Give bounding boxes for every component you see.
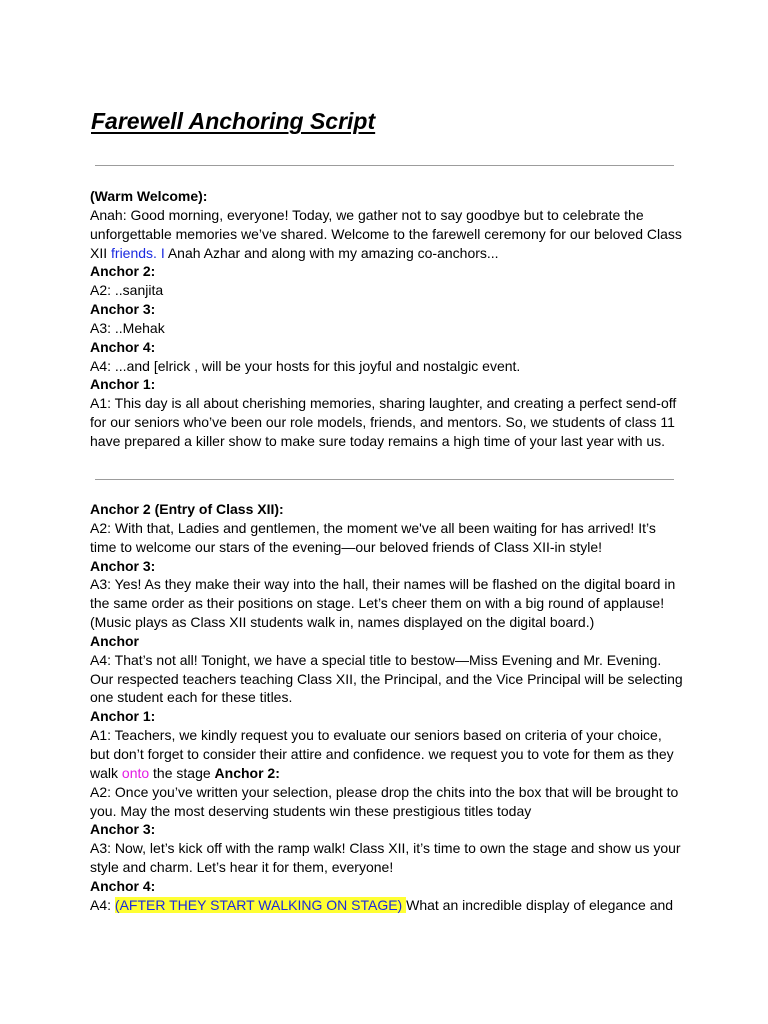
text-line: A1: Teachers, we kindly request you to evaluate our seniors based on criteria of your choice,	[90, 727, 662, 744]
speaker-label: Anchor 2:	[214, 764, 280, 781]
stage-direction-highlight: (AFTER THEY START WALKING ON STAGE)	[114, 896, 407, 913]
speaker-label: Anchor 3:	[90, 301, 156, 318]
text-line	[90, 764, 690, 783]
text-line: unforgettable memories we’ve shared. Welcome to the farewell ceremony for our beloved Class	[90, 225, 682, 242]
text-line: A4: That’s not all! Tonight, we have a special title to bestow—Miss Evening and Mr. Evening.	[90, 651, 662, 668]
text-line: Our respected teachers teaching Class XII, the Principal, and the Vice Principal will be selecting	[90, 670, 683, 687]
section-heading: (Warm Welcome):	[90, 188, 208, 204]
text-line: style and charm. Let’s hear it for them, everyone!	[90, 859, 394, 876]
text-line: A3: Now, let’s kick off with the ramp walk! Class XII, it’s time to own the stage and show us your	[90, 840, 681, 857]
speaker-label: Anchor 1:	[90, 376, 156, 393]
page-title: Farewell Anchoring Script	[91, 108, 376, 134]
speaker-label: Anchor 4:	[90, 338, 156, 355]
divider	[95, 479, 674, 480]
text-line: the same order as their positions on stage. Let’s cheer them on with a big round of applause!	[90, 595, 665, 612]
text-line	[90, 244, 690, 263]
text-line: you. May the most deserving students win these prestigious titles today	[90, 802, 532, 819]
speaker-label: Anchor	[90, 632, 139, 649]
text-line: A3: ..Mehak	[90, 319, 165, 336]
text-fragment: walk	[90, 764, 122, 781]
text-fragment: the stage	[149, 764, 215, 781]
text-line	[90, 896, 690, 915]
text-line: (Music plays as Class XII students walk in, names displayed on the digital board.)	[90, 614, 595, 631]
divider	[95, 165, 674, 166]
speaker-label: Anchor 3:	[90, 557, 156, 574]
text-fragment: XII	[90, 244, 112, 261]
text-fragment: Anah Azhar and along with my amazing co-anchors...	[164, 244, 499, 261]
section-warm-welcome	[90, 187, 690, 451]
text-line: have prepared a killer show to make sure today remains a high time of your last year with us.	[90, 432, 666, 449]
text-fragment: A4:	[90, 896, 115, 913]
section-entry-class-xii	[90, 500, 690, 915]
section-heading: Anchor 2 (Entry of Class XII):	[90, 501, 284, 517]
text-line: A2: ..sanjita	[90, 282, 164, 299]
text-line: Anah: Good morning, everyone! Today, we gather not to say goodbye but to celebrate the	[90, 206, 644, 223]
text-line: time to welcome our stars of the evening—our beloved friends of Class XII-in style!	[90, 538, 603, 555]
text-line: for our seniors who’ve been our role models, friends, and mentors. So, we students of class 11	[90, 414, 675, 431]
text-line: A2: Once you’ve written your selection, please drop the chits into the box that will be brought to	[90, 783, 679, 800]
text-fragment: What an incredible display of elegance and	[406, 896, 674, 913]
onto-highlighted-word: onto	[121, 764, 150, 781]
text-line: A4: ...and [elrick , will be your hosts for this joyful and nostalgic event.	[90, 357, 521, 374]
speaker-label: Anchor 1:	[90, 708, 156, 725]
speaker-label: Anchor 2:	[90, 263, 156, 280]
text-line: one student each for these titles.	[90, 689, 293, 706]
text-line: A2: With that, Ladies and gentlemen, the moment we've all been waiting for has arrived! It’s	[90, 519, 656, 536]
friends-link[interactable]: friends. I	[111, 244, 165, 261]
text-line: A1: This day is all about cherishing memories, sharing laughter, and creating a perfect send-off	[90, 395, 677, 412]
speaker-label: Anchor 4:	[90, 877, 156, 894]
text-line: but don’t forget to consider their attire and confidence. we request you to vote for them as they	[90, 745, 674, 762]
speaker-label: Anchor 3:	[90, 821, 156, 838]
text-line: A3: Yes! As they make their way into the hall, their names will be flashed on the digital board in	[90, 576, 676, 593]
